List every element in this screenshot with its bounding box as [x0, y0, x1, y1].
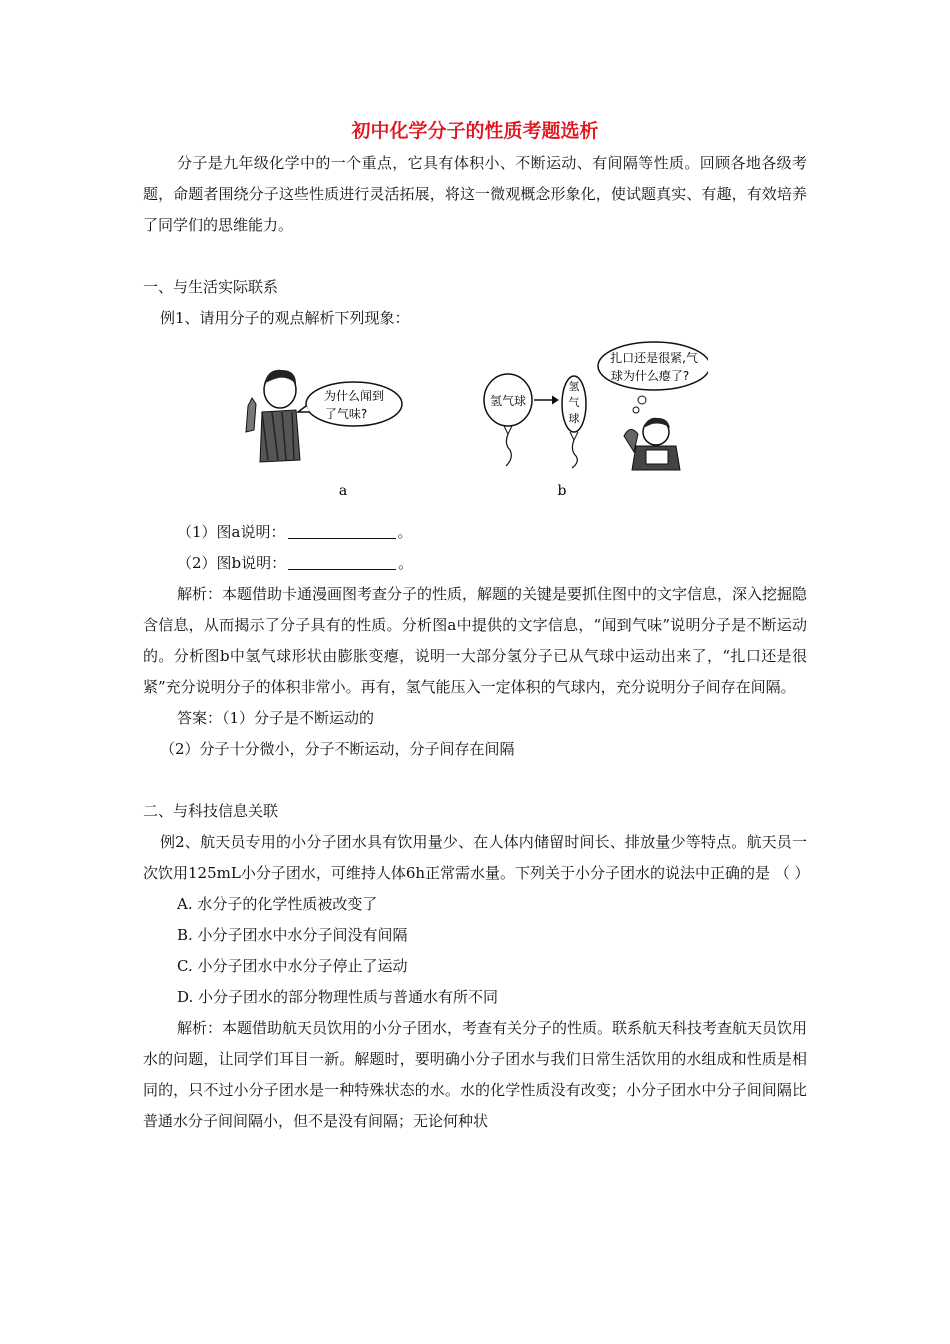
cartoon-figure	[238, 340, 708, 500]
balloon-right-char1: 氢	[568, 380, 580, 393]
balloon-left-label: 氢气球	[489, 394, 527, 408]
figure-label-a: a	[338, 483, 348, 499]
question-2-suffix: 。	[398, 554, 414, 572]
option-d: D. 小分子团水的部分物理性质与普通水有所不同	[177, 988, 499, 1006]
analysis-2: 解析：本题借助航天员饮用的小分子团水，考查有关分子的性质。联系航天科技考查航天员饮用水的问题，让同学们耳目一新。解题时，要明确小分子团水与我们日常生活饮用的水组成和性质是相同的，只不过小分子团水是一种特殊状态的水。水的化学性质没有改变；小分子团水中分子间间隔比普通水分子间间隔小，但不是没有间隔；无论何种状	[143, 1019, 808, 1130]
arrow-right-icon	[552, 396, 558, 404]
bubble-a-line2: 了气味?	[324, 407, 368, 421]
option-a: A. 水分子的化学性质被改变了	[177, 895, 378, 913]
balloon-right-char2: 气	[568, 396, 580, 409]
balloon-right-char3: 球	[568, 412, 580, 425]
bubble-b-line1: 扎口还是很紧,气	[610, 351, 698, 365]
intro-block	[143, 148, 807, 334]
section1-body	[143, 517, 810, 1137]
bubble-a-line1: 为什么闻到	[323, 389, 385, 403]
question-1	[143, 517, 807, 548]
option-c: C. 小分子团水中水分子停止了运动	[177, 957, 408, 975]
answer-blank-1[interactable]	[288, 524, 396, 539]
section2-heading: 二、与科技信息关联	[143, 802, 279, 820]
intro-paragraph: 分子是九年级化学中的一个重点，它具有体积小、不断运动、有间隔等性质。回顾各地各级考题，命题者围绕分子这些性质进行灵活拓展，将这一微观概念形象化，使试题真实、有趣，有效培养了同学们的思维能力。	[143, 154, 807, 234]
analysis-1: 解析：本题借助卡通漫画图考查分子的性质，解题的关键是要抓住图中的文字信息，深入挖掘隐含信息，从而揭示了分子具有的性质。分析图a中提供的文字信息，“闻到气味”说明分子是不断运动的。分析图b中氢气球形状由膨胀变瘪，说明一大部分氢分子已从气球中运动出来了，“扎口还是很紧”充分说明分子的体积非常小。再有，氢气能压入一定体积的气球内，充分说明分子间存在间隔。	[143, 585, 808, 696]
question-1-suffix: 。	[397, 523, 413, 541]
question-2	[143, 548, 807, 579]
section1-heading: 一、与生活实际联系	[143, 278, 279, 296]
answer-1: 答案：（1）分子是不断运动的	[177, 709, 375, 727]
example2-text: 例2、航天员专用的小分子团水具有饮用量少、在人体内储留时间长、排放量少等特点。航天员一次饮用125mL小分子团水，可维持人体6h正常需水量。下列关于小分子团水的说法中正确的是 （ ）	[143, 833, 810, 882]
answer-2: （2）分子十分微小，分子不断运动，分子间存在间隔	[160, 740, 515, 758]
question-2-label: （2）图b说明：	[177, 554, 287, 572]
example1-text: 例1、请用分子的观点解析下列现象：	[160, 309, 410, 327]
person-thinking-illustration	[624, 418, 680, 470]
figure-label-b: b	[557, 483, 567, 499]
question-1-label: （1）图a说明：	[177, 523, 286, 541]
bubble-b-line2: 球为什么瘪了?	[610, 369, 690, 383]
answer-blank-2[interactable]	[288, 555, 396, 570]
option-b: B. 小分子团水中水分子间没有间隔	[177, 926, 408, 944]
page-title: 初中化学分子的性质考题选析	[351, 120, 599, 142]
person-smelling-illustration	[246, 370, 300, 462]
